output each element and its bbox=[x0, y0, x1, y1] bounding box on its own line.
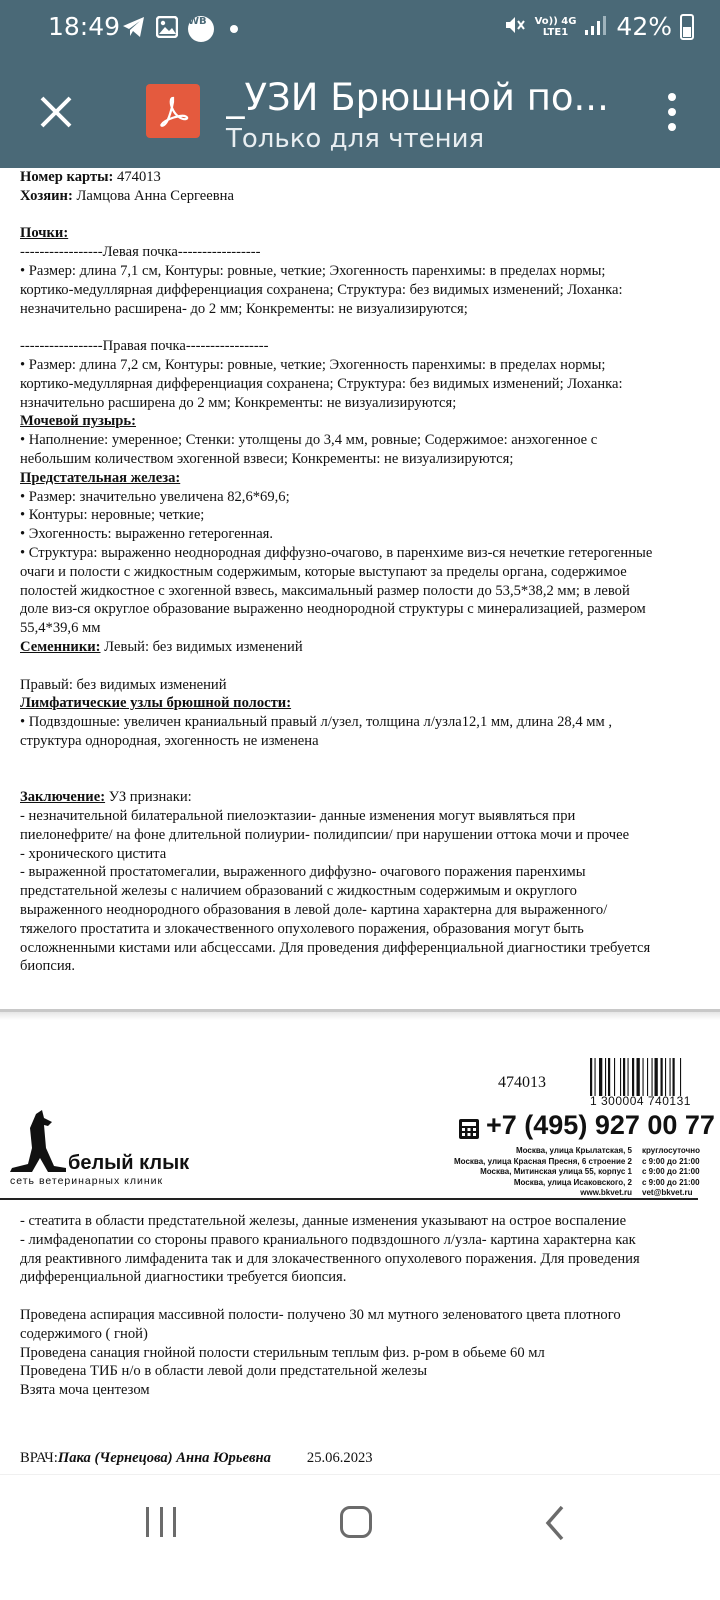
document-line: - лимфаденопатии со стороны правого краниального подвздошного л/узла- картина характерна как bbox=[20, 1231, 636, 1248]
barcode-bar bbox=[608, 1058, 610, 1096]
document-line bbox=[20, 638, 720, 657]
document-line bbox=[20, 863, 720, 882]
network-type: Vo)) 4G LTE1 bbox=[534, 15, 577, 38]
document-line bbox=[20, 431, 720, 450]
barcode-bar bbox=[652, 1058, 653, 1096]
hours-text: с 9:00 до 21:00 bbox=[642, 1177, 700, 1187]
document-line: дифференциальной диагностики требуется биопсия. bbox=[20, 1269, 347, 1286]
barcode-bar bbox=[590, 1058, 592, 1096]
line-text: • Контуры: неровные; четкие; bbox=[20, 507, 205, 524]
document-line bbox=[20, 243, 720, 262]
clinic-address-row bbox=[430, 1157, 700, 1168]
line-text: Левый: без видимых изменений bbox=[100, 638, 303, 655]
line-text: • Наполнение: умеренное; Стенки: утолщены до 3,4 мм, ровные; Содержимое: анэхогенное с bbox=[20, 432, 598, 449]
telegram-icon bbox=[122, 16, 146, 42]
document-line bbox=[20, 600, 720, 619]
address-text: Москва, улица Исаковского, 2 bbox=[513, 1177, 632, 1187]
section-heading: Номер карты: bbox=[20, 169, 118, 185]
navigation-bar bbox=[0, 1474, 720, 1600]
document-line bbox=[20, 337, 720, 356]
document-line bbox=[20, 544, 720, 563]
document-line bbox=[20, 300, 720, 319]
report-date: 25.06.2023 bbox=[306, 1450, 373, 1466]
barcode-bar bbox=[599, 1058, 602, 1096]
line-text: полостей жидкостное с эхогенной взвесь, максимальный размер полости до 53,5*38,2 мм; в левой bbox=[20, 582, 630, 599]
line-text: незначительно расширена- до 2 мм; Конкременты: не визуализируются; bbox=[20, 300, 468, 317]
line-text: - незначительной билатеральной пиелоэктазии- данные изменения могут выявляться при bbox=[20, 808, 576, 825]
document-line: содержимого ( гной) bbox=[20, 1325, 148, 1342]
barcode-bar bbox=[623, 1058, 625, 1096]
doctor-label: ВРАЧ: bbox=[20, 1450, 58, 1466]
document-line bbox=[20, 676, 720, 695]
document-line bbox=[20, 770, 720, 789]
close-button[interactable] bbox=[30, 86, 82, 138]
header-divider bbox=[0, 1198, 698, 1200]
more-options-button[interactable] bbox=[652, 86, 692, 138]
document-page-1 bbox=[20, 168, 720, 976]
barcode-bar bbox=[680, 1058, 681, 1096]
clinic-address-row bbox=[430, 1146, 700, 1157]
line-text: выраженного неоднородного образования в левой доле- картина характерна для выраженного/ bbox=[20, 902, 608, 919]
read-only-label: Только для чтения bbox=[226, 124, 485, 154]
document-line: Проведена аспирация массивной полости- получено 30 мл мутного зеленоватого цвета плотного bbox=[20, 1306, 621, 1323]
document-line bbox=[20, 957, 720, 976]
line-text: -----------------Правая почка----------------- bbox=[20, 338, 269, 355]
barcode-bar bbox=[665, 1058, 666, 1096]
section-heading: Лимфатические узлы брюшной полости: bbox=[20, 695, 292, 712]
line-text: небольшим количеством эхогенной взвеси; Конкременты: не визуализируются; bbox=[20, 450, 514, 467]
section-heading: Семенники: bbox=[20, 638, 101, 655]
barcode-number: 1 300004 740131 bbox=[590, 1094, 691, 1108]
barcode-bar bbox=[605, 1058, 606, 1096]
line-text: 55,4*39,6 мм bbox=[20, 620, 101, 637]
document-line bbox=[20, 807, 720, 826]
section-heading: Заключение: bbox=[20, 789, 106, 806]
line-text: предстательной железы с наличием образований с жидкостным содержимым и округлого bbox=[20, 883, 577, 900]
line-text: кортико-медуллярная дифференциация сохранена; Структура: без видимых изменений; Лоханка: bbox=[20, 281, 623, 298]
document-line bbox=[20, 262, 720, 281]
document-line bbox=[20, 525, 720, 544]
document-line bbox=[20, 224, 720, 243]
status-time: 18:49 bbox=[48, 12, 121, 41]
doctor-name: Пака (Чернецова) Анна Юрьевна bbox=[57, 1450, 271, 1466]
clinic-addresses bbox=[430, 1146, 700, 1199]
document-line bbox=[20, 318, 720, 337]
line-text: • Размер: значительно увеличена 82,6*69,6; bbox=[20, 488, 290, 505]
doctor-signature-line bbox=[20, 1450, 373, 1467]
barcode-bar bbox=[647, 1058, 648, 1096]
document-line bbox=[20, 394, 720, 413]
line-text: Ламцова Анна Сергеевна bbox=[76, 187, 234, 204]
line-text: очаги и полости с жидкостным содержимым, которые выступают за пределы органа, содержимое bbox=[20, 563, 627, 580]
dot-icon bbox=[230, 25, 238, 33]
close-icon bbox=[30, 86, 82, 138]
mute-icon bbox=[503, 13, 527, 41]
document-line bbox=[20, 901, 720, 920]
clinic-name: белый клык bbox=[68, 1152, 190, 1174]
signal-icon bbox=[584, 14, 608, 40]
app-bar bbox=[0, 58, 720, 168]
system-icons bbox=[503, 12, 694, 41]
back-button[interactable] bbox=[540, 1503, 570, 1543]
document-line bbox=[20, 732, 720, 751]
section-heading: Хозяин: bbox=[20, 187, 77, 204]
section-heading: Мочевой пузырь: bbox=[20, 413, 137, 430]
document-line: Проведена санация гнойной полости стерильным теплым физ. р-ром в обьеме 60 мл bbox=[20, 1344, 545, 1361]
barcode-bar bbox=[628, 1058, 629, 1096]
line-text: • Эхогенность: выраженно гетерогенная. bbox=[20, 526, 274, 543]
document-line bbox=[20, 788, 720, 807]
line-text: - выраженной простатомегалии, выраженного диффузно- очагового поражения паренхимы bbox=[20, 864, 586, 881]
line-text: • Структура: выраженно неоднородная диффузно-очагово, в паренхиме виз-ся нечеткие гетерогенные bbox=[20, 544, 653, 561]
document-line bbox=[20, 582, 720, 601]
document-line bbox=[20, 281, 720, 300]
document-line bbox=[20, 469, 720, 488]
line-text: осложненными кистами или абсцессами. Для проведения дифференциальной диагностики требуется bbox=[20, 939, 651, 956]
document-line bbox=[20, 488, 720, 507]
notification-icons bbox=[122, 16, 238, 42]
document-line bbox=[20, 845, 720, 864]
page-divider-shadow bbox=[0, 1012, 720, 1020]
barcode-bar bbox=[661, 1058, 663, 1096]
document-line bbox=[20, 187, 720, 206]
line-text: УЗ признаки: bbox=[105, 789, 192, 806]
gallery-icon bbox=[156, 16, 178, 42]
document-line bbox=[20, 920, 720, 939]
document-line bbox=[20, 619, 720, 638]
line-text: кортико-медуллярная дифференциация сохранена; Структура: без видимых изменений; Лоханка: bbox=[20, 375, 623, 392]
document-line bbox=[20, 1287, 720, 1306]
clinic-address-row bbox=[430, 1178, 700, 1189]
line-text: 474013 bbox=[117, 169, 161, 185]
document-line bbox=[20, 826, 720, 845]
document-line bbox=[20, 412, 720, 431]
barcode-bar bbox=[670, 1058, 671, 1096]
line-text: • Размер: длина 7,1 см, Контуры: ровные, четкие; Эхогенность паренхимы: в пределах нормы; bbox=[20, 262, 606, 279]
line-text: нзначительно расширена до 2 мм; Конкременты: не визуализируются; bbox=[20, 394, 457, 411]
recents-icon bbox=[146, 1507, 149, 1537]
document-line bbox=[20, 206, 720, 225]
phone-icon bbox=[458, 1118, 480, 1140]
clinic-address-row bbox=[430, 1167, 700, 1178]
section-heading: Предстательная железа: bbox=[20, 469, 181, 486]
document-title: _УЗИ Брюшной по... bbox=[226, 76, 609, 119]
hours-text: vet@bkvet.ru bbox=[642, 1188, 693, 1198]
barcode bbox=[590, 1058, 710, 1096]
line-text: -----------------Левая почка----------------- bbox=[20, 244, 261, 261]
document-line: - стеатита в области предстательной железы, данные изменения указывают на острое воспаление bbox=[20, 1213, 627, 1229]
address-text: Москва, улица Крылатская, 5 bbox=[515, 1146, 632, 1155]
line-text: • Размер: длина 7,2 см, Контуры: ровные, четкие; Эхогенность паренхимы: в пределах нормы; bbox=[20, 356, 606, 373]
document-line bbox=[20, 713, 720, 732]
document-line: Проведена ТИБ н/о в области левой доли предстательной железы bbox=[20, 1363, 428, 1380]
document-line bbox=[20, 450, 720, 469]
clinic-subtitle: сеть ветеринарных клиник bbox=[10, 1175, 164, 1187]
battery-icon bbox=[680, 14, 694, 40]
line-text: биопсия. bbox=[20, 958, 75, 975]
address-text: Москва, Митинская улица 55, корпус 1 bbox=[480, 1167, 632, 1177]
recents-button[interactable] bbox=[146, 1507, 176, 1537]
document-line bbox=[20, 657, 720, 676]
barcode-bar bbox=[632, 1058, 634, 1096]
document-line: для реактивного лимфаденита так и для злокачественного опухолевого поражения. Для проведения bbox=[20, 1250, 640, 1267]
barcode-bar bbox=[655, 1058, 658, 1096]
document-line bbox=[20, 506, 720, 525]
address-text: Москва, улица Красная Пресня, 6 строение 2 bbox=[454, 1156, 632, 1166]
home-button[interactable] bbox=[340, 1506, 372, 1538]
line-text: структура однородная, эхогенность не изменена bbox=[20, 732, 319, 749]
address-text: www.bkvet.ru bbox=[580, 1188, 632, 1198]
document-line: Взята моча центезом bbox=[20, 1382, 150, 1399]
line-text: - хронического цистита bbox=[20, 845, 167, 862]
barcode-bar bbox=[595, 1058, 596, 1096]
card-number: 474013 bbox=[498, 1074, 546, 1091]
barcode-bar bbox=[614, 1058, 615, 1096]
line-text: тяжелого простатита и злокачественного опухолевого поражения, образования могут быть bbox=[20, 920, 584, 937]
more-vert-icon bbox=[668, 93, 676, 101]
hours-text: с 9:00 до 21:00 bbox=[642, 1167, 700, 1177]
status-bar bbox=[0, 0, 720, 58]
line-text: пиелонефрите/ на фоне длительной полиурии- полидипсии/ при нарушении оттока мочи и прочее bbox=[20, 826, 630, 843]
hours-text: с 9:00 до 21:00 bbox=[642, 1156, 700, 1166]
clinic-phone: +7 (495) 927 00 77 bbox=[486, 1110, 715, 1140]
document-line bbox=[20, 375, 720, 394]
line-text: • Подвздошные: увеличен краниальный правый л/узел, толщина л/узла12,1 мм, длина 28,4 мм , bbox=[20, 714, 613, 731]
wb-icon: WB bbox=[188, 16, 214, 42]
barcode-bar bbox=[673, 1058, 675, 1096]
document-line bbox=[20, 356, 720, 375]
document-line bbox=[20, 168, 720, 187]
section-heading: Почки: bbox=[20, 225, 69, 242]
document-line bbox=[20, 563, 720, 582]
document-line bbox=[20, 882, 720, 901]
document-line bbox=[20, 694, 720, 713]
hours-text: круглосуточно bbox=[642, 1146, 700, 1155]
document-line bbox=[20, 751, 720, 770]
document-line bbox=[20, 939, 720, 958]
barcode-bar bbox=[620, 1058, 621, 1096]
battery-percent: 42% bbox=[616, 12, 672, 41]
barcode-bar bbox=[637, 1058, 640, 1096]
line-text: доле виз-ся округлое образование выраженно неоднородной структуры с минерализацией, размером bbox=[20, 601, 646, 618]
pdf-file-icon bbox=[146, 84, 200, 138]
line-text: Правый: без видимых изменений bbox=[20, 676, 227, 693]
document-page-2 bbox=[20, 1212, 720, 1400]
barcode-bar bbox=[643, 1058, 644, 1096]
